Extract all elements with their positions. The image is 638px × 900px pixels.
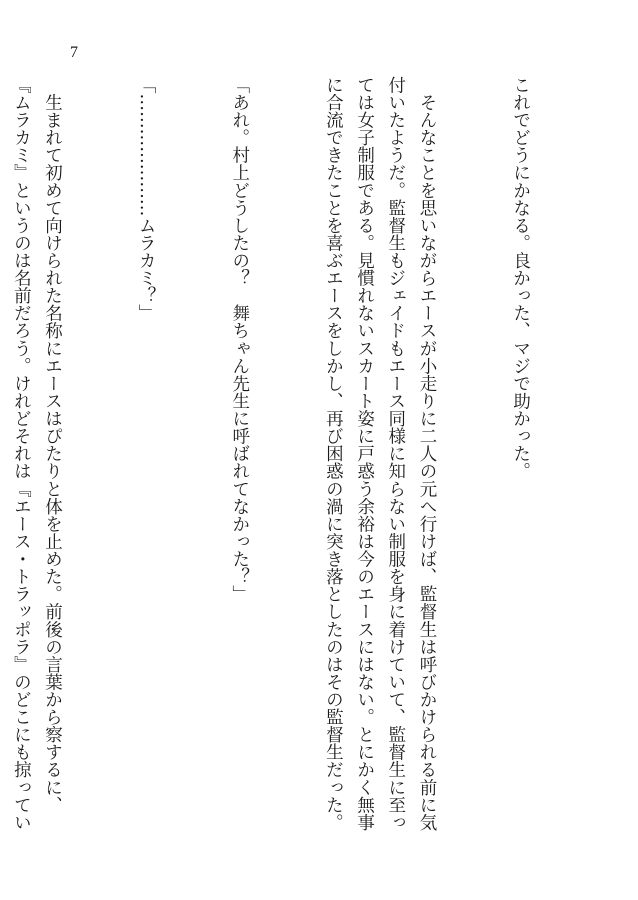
paragraph-4-dialogue: 「…………………ムラカミ？」 [136,76,157,322]
novel-text-block [0,76,598,832]
paragraph-1: これでどうにかなる。良かった、マジで助かった。 [510,76,531,480]
page-number: 7 [70,44,78,61]
paragraph-3-dialogue: 「あれ。村上どうしたの？ 舞ちゃん先生に呼ばれてなかった？」 [229,76,250,603]
paragraph-2: そんなことを思いながらエースが小走りに二人の元へ行けば、監督生は呼びかけられる前に気 付いたようだ。監督生もジェイドもエース同様に知らない制服を身に着けていて、監督生に至っ ては女子制服である。見慣れないスカート姿に戸惑う余裕は今のエースにはない。とにかく無事 に合流できたことを喜ぶエースをしかし、再び困惑の渦に突き落としたのはその監督生だった。 [323,76,437,832]
paragraph-5: 生まれて初めて向けられた名称にエースはぴたりと体を止めた。前後の言葉から察するに、 『ムラカミ』というのは名前だろう。けれどそれは『エース・トラッポラ』のどこにも掠ってい [11,76,63,832]
